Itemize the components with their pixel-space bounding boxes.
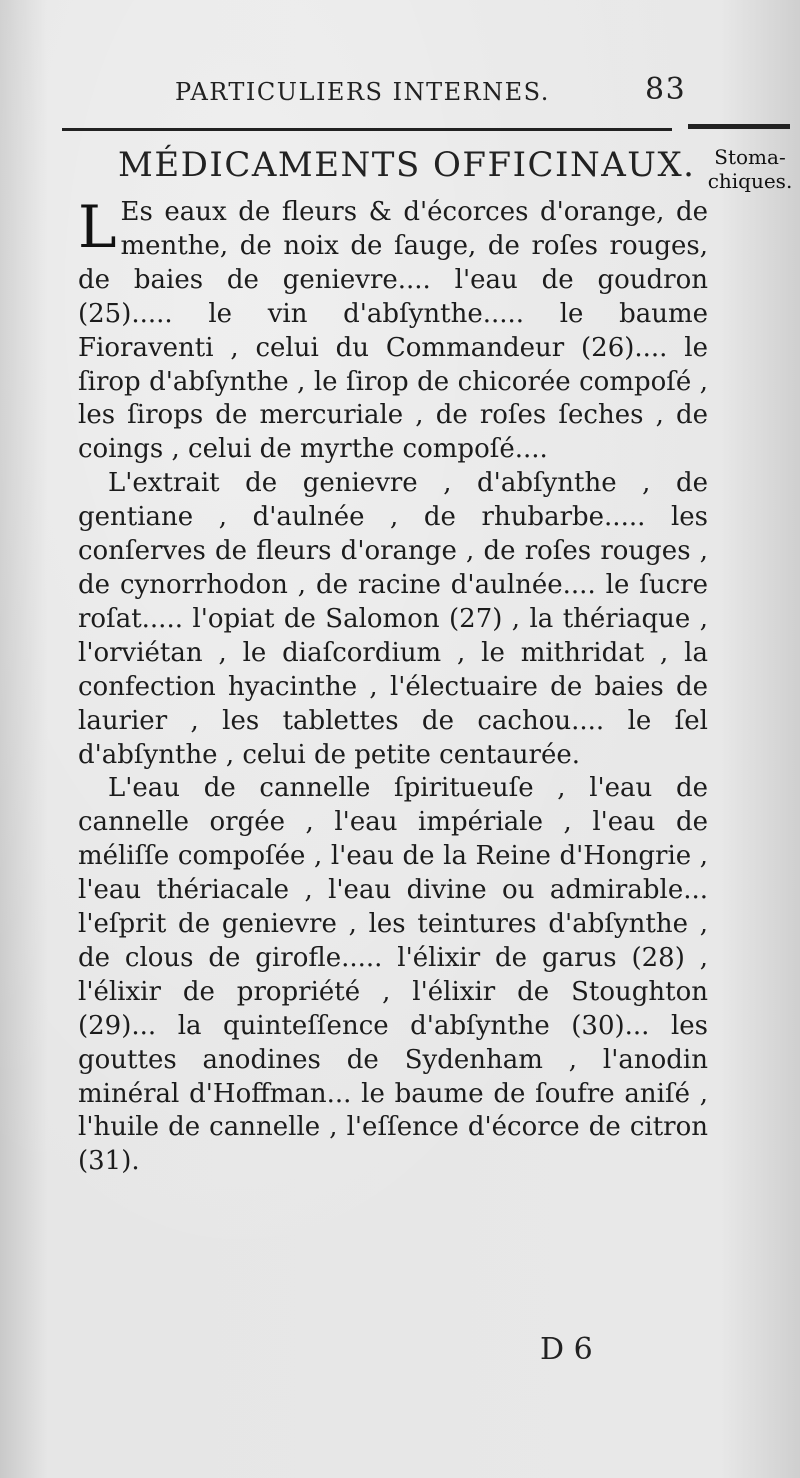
paragraph <box>78 467 708 772</box>
body-text <box>78 193 708 1179</box>
margin-note-line: chiques. <box>707 169 793 193</box>
margin-note-line: Stoma- <box>714 145 786 169</box>
section-title: MÉDICAMENTS OFFICINAUX. <box>118 145 696 185</box>
header-rule <box>62 128 672 131</box>
paragraph-text: L'eau de cannelle ſpiritueuſe , l'eau de cannelle orgée , l'eau impériale , l'eau de méliſſe compoſée , l'eau de la Reine d'Hongrie , l'eau thériacale , l'eau divine ou admirable... l'eſprit de genievre , les teintures d'abſynthe , de clous de girofle..... l'élixir de garus (28) , l'élixir de propriété , l'élixir de Stoughton (29)... la quinteſſence d'abſynthe (30)... les gouttes anodines de Sydenham , l'anodin minéral d'Hoffman... le baume de ſoufre aniſé , l'huile de cannelle , l'eſſence d'écorce de citron (31). <box>78 773 708 1177</box>
running-head: PARTICULIERS INTERNES. <box>175 78 550 106</box>
margin-note <box>704 145 796 193</box>
paragraph-text: Es eaux de fleurs & d'écorces d'orange, de menthe, de noix de ſauge, de roſes rouges, de baies de genievre.... l'eau de goudron (25)..... le vin d'abſynthe..... le baume Fioraventi , celui du Commandeur (26).... le ſirop d'abſynthe , le ſirop de chicorée compoſé , les ſirops de mercuriale , de roſes ſeches , de coings , celui de myrthe compoſé.... <box>78 197 708 465</box>
page-number: 83 <box>645 72 687 107</box>
paragraph-text: L'extrait de genievre , d'abſynthe , de gentiane , d'aulnée , de rhubarbe..... les conſerves de fleurs d'orange , de roſes rouges , de cynorrhodon , de racine d'aulnée.... le ſucre roſat..... l'opiat de Salomon (27) , la thériaque , l'orviétan , le diaſcordium , le mithridat , la confection hyacinthe , l'électuaire de baies de laurier , les tablettes de cachou.... le ſel d'abſynthe , celui de petite centaurée. <box>78 468 708 770</box>
drop-cap: L <box>78 193 117 261</box>
paragraph <box>78 193 708 467</box>
margin-rule <box>688 124 790 129</box>
signature-mark: D 6 <box>540 1332 593 1367</box>
paragraph <box>78 772 708 1179</box>
